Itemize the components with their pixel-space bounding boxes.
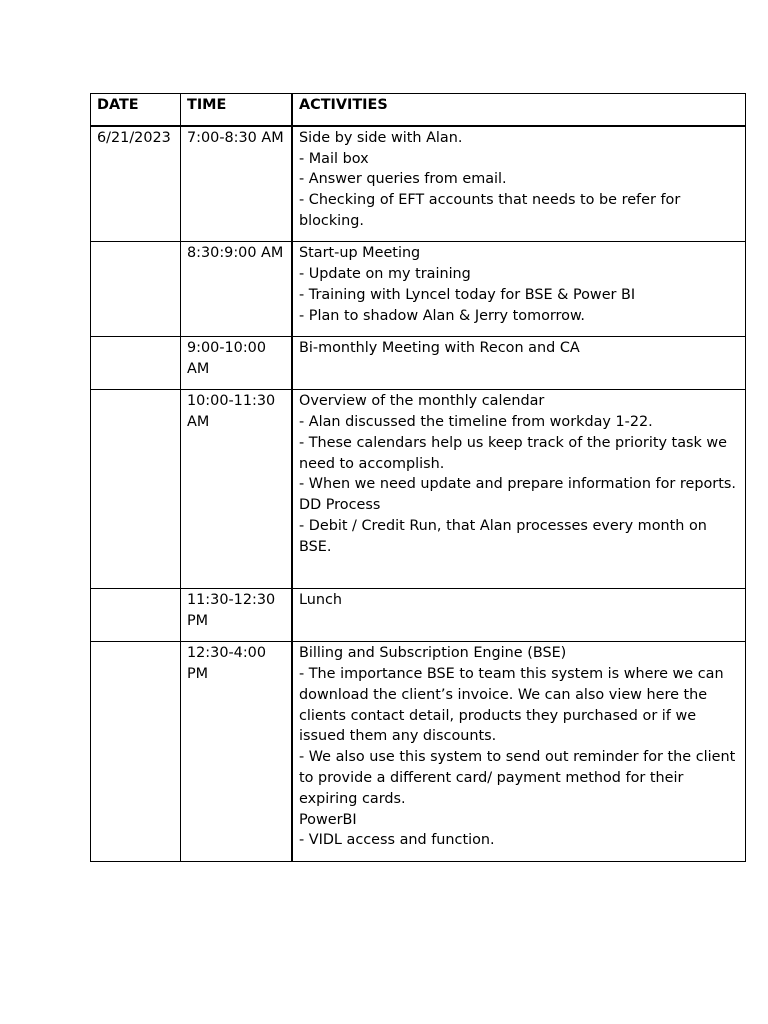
activity-line: - Training with Lyncel today for BSE & Power BI	[299, 286, 636, 303]
activity-line: - Checking of EFT accounts that needs to be refer for blocking.	[299, 192, 681, 229]
activity-line: - Alan discussed the timeline from workday 1-22.	[299, 414, 653, 431]
time-column-header: TIME	[181, 94, 293, 126]
activities-cell	[292, 126, 746, 242]
activity-line: Start-up Meeting	[299, 245, 421, 262]
activity-line: - Debit / Credit Run, that Alan processes every month on BSE.	[299, 518, 707, 555]
date-cell	[91, 642, 181, 862]
time-cell: 11:30-12:30 PM	[181, 589, 293, 642]
time-cell: 12:30-4:00 PM	[181, 642, 293, 862]
activity-line: - The importance BSE to team this system is where we can download the client’s invoice. We can also view here the clients contact detail, products they purchased or if we issued them any discounts.	[299, 666, 724, 745]
table-row	[91, 242, 746, 337]
activity-line: - Update on my training	[299, 266, 471, 283]
date-cell	[91, 390, 181, 589]
time-cell: 8:30:9:00 AM	[181, 242, 293, 337]
activities-cell	[292, 642, 746, 862]
date-cell	[91, 589, 181, 642]
activity-line: - Plan to shadow Alan & Jerry tomorrow.	[299, 307, 585, 324]
table-row	[91, 390, 746, 589]
activity-line: Lunch	[299, 592, 343, 609]
time-cell: 10:00-11:30 AM	[181, 390, 293, 589]
activity-line: - Mail box	[299, 150, 369, 167]
activities-cell	[292, 337, 746, 390]
table-row	[91, 337, 746, 390]
activities-cell	[292, 390, 746, 589]
date-cell	[91, 242, 181, 337]
activity-line: - Answer queries from email.	[299, 171, 507, 188]
activity-line: Billing and Subscription Engine (BSE)	[299, 645, 567, 662]
activity-line: - VIDL access and function.	[299, 832, 495, 849]
date-cell	[91, 337, 181, 390]
table-row	[91, 126, 746, 242]
time-cell: 9:00-10:00 AM	[181, 337, 293, 390]
date-column-header: DATE	[91, 94, 181, 126]
date-cell: 6/21/2023	[91, 126, 181, 242]
header-row	[91, 94, 746, 126]
table-row	[91, 642, 746, 862]
table-row	[91, 589, 746, 642]
activity-line: Side by side with Alan.	[299, 129, 463, 146]
activities-cell	[292, 242, 746, 337]
activities-column-header: ACTIVITIES	[292, 94, 746, 126]
activity-log-table	[90, 93, 746, 862]
activity-line: PowerBI	[299, 811, 357, 828]
activity-line: - We also use this system to send out reminder for the client to provide a different card/ payment method for their expiring cards.	[299, 749, 736, 807]
activity-line: DD Process	[299, 497, 381, 514]
activities-cell	[292, 589, 746, 642]
activity-line: Overview of the monthly calendar	[299, 393, 545, 410]
activity-line: - When we need update and prepare information for reports.	[299, 476, 736, 493]
time-cell: 7:00-8:30 AM	[181, 126, 293, 242]
activity-line: - These calendars help us keep track of the priority task we need to accomplish.	[299, 434, 728, 472]
activity-line: Bi-monthly Meeting with Recon and CA	[299, 340, 580, 357]
